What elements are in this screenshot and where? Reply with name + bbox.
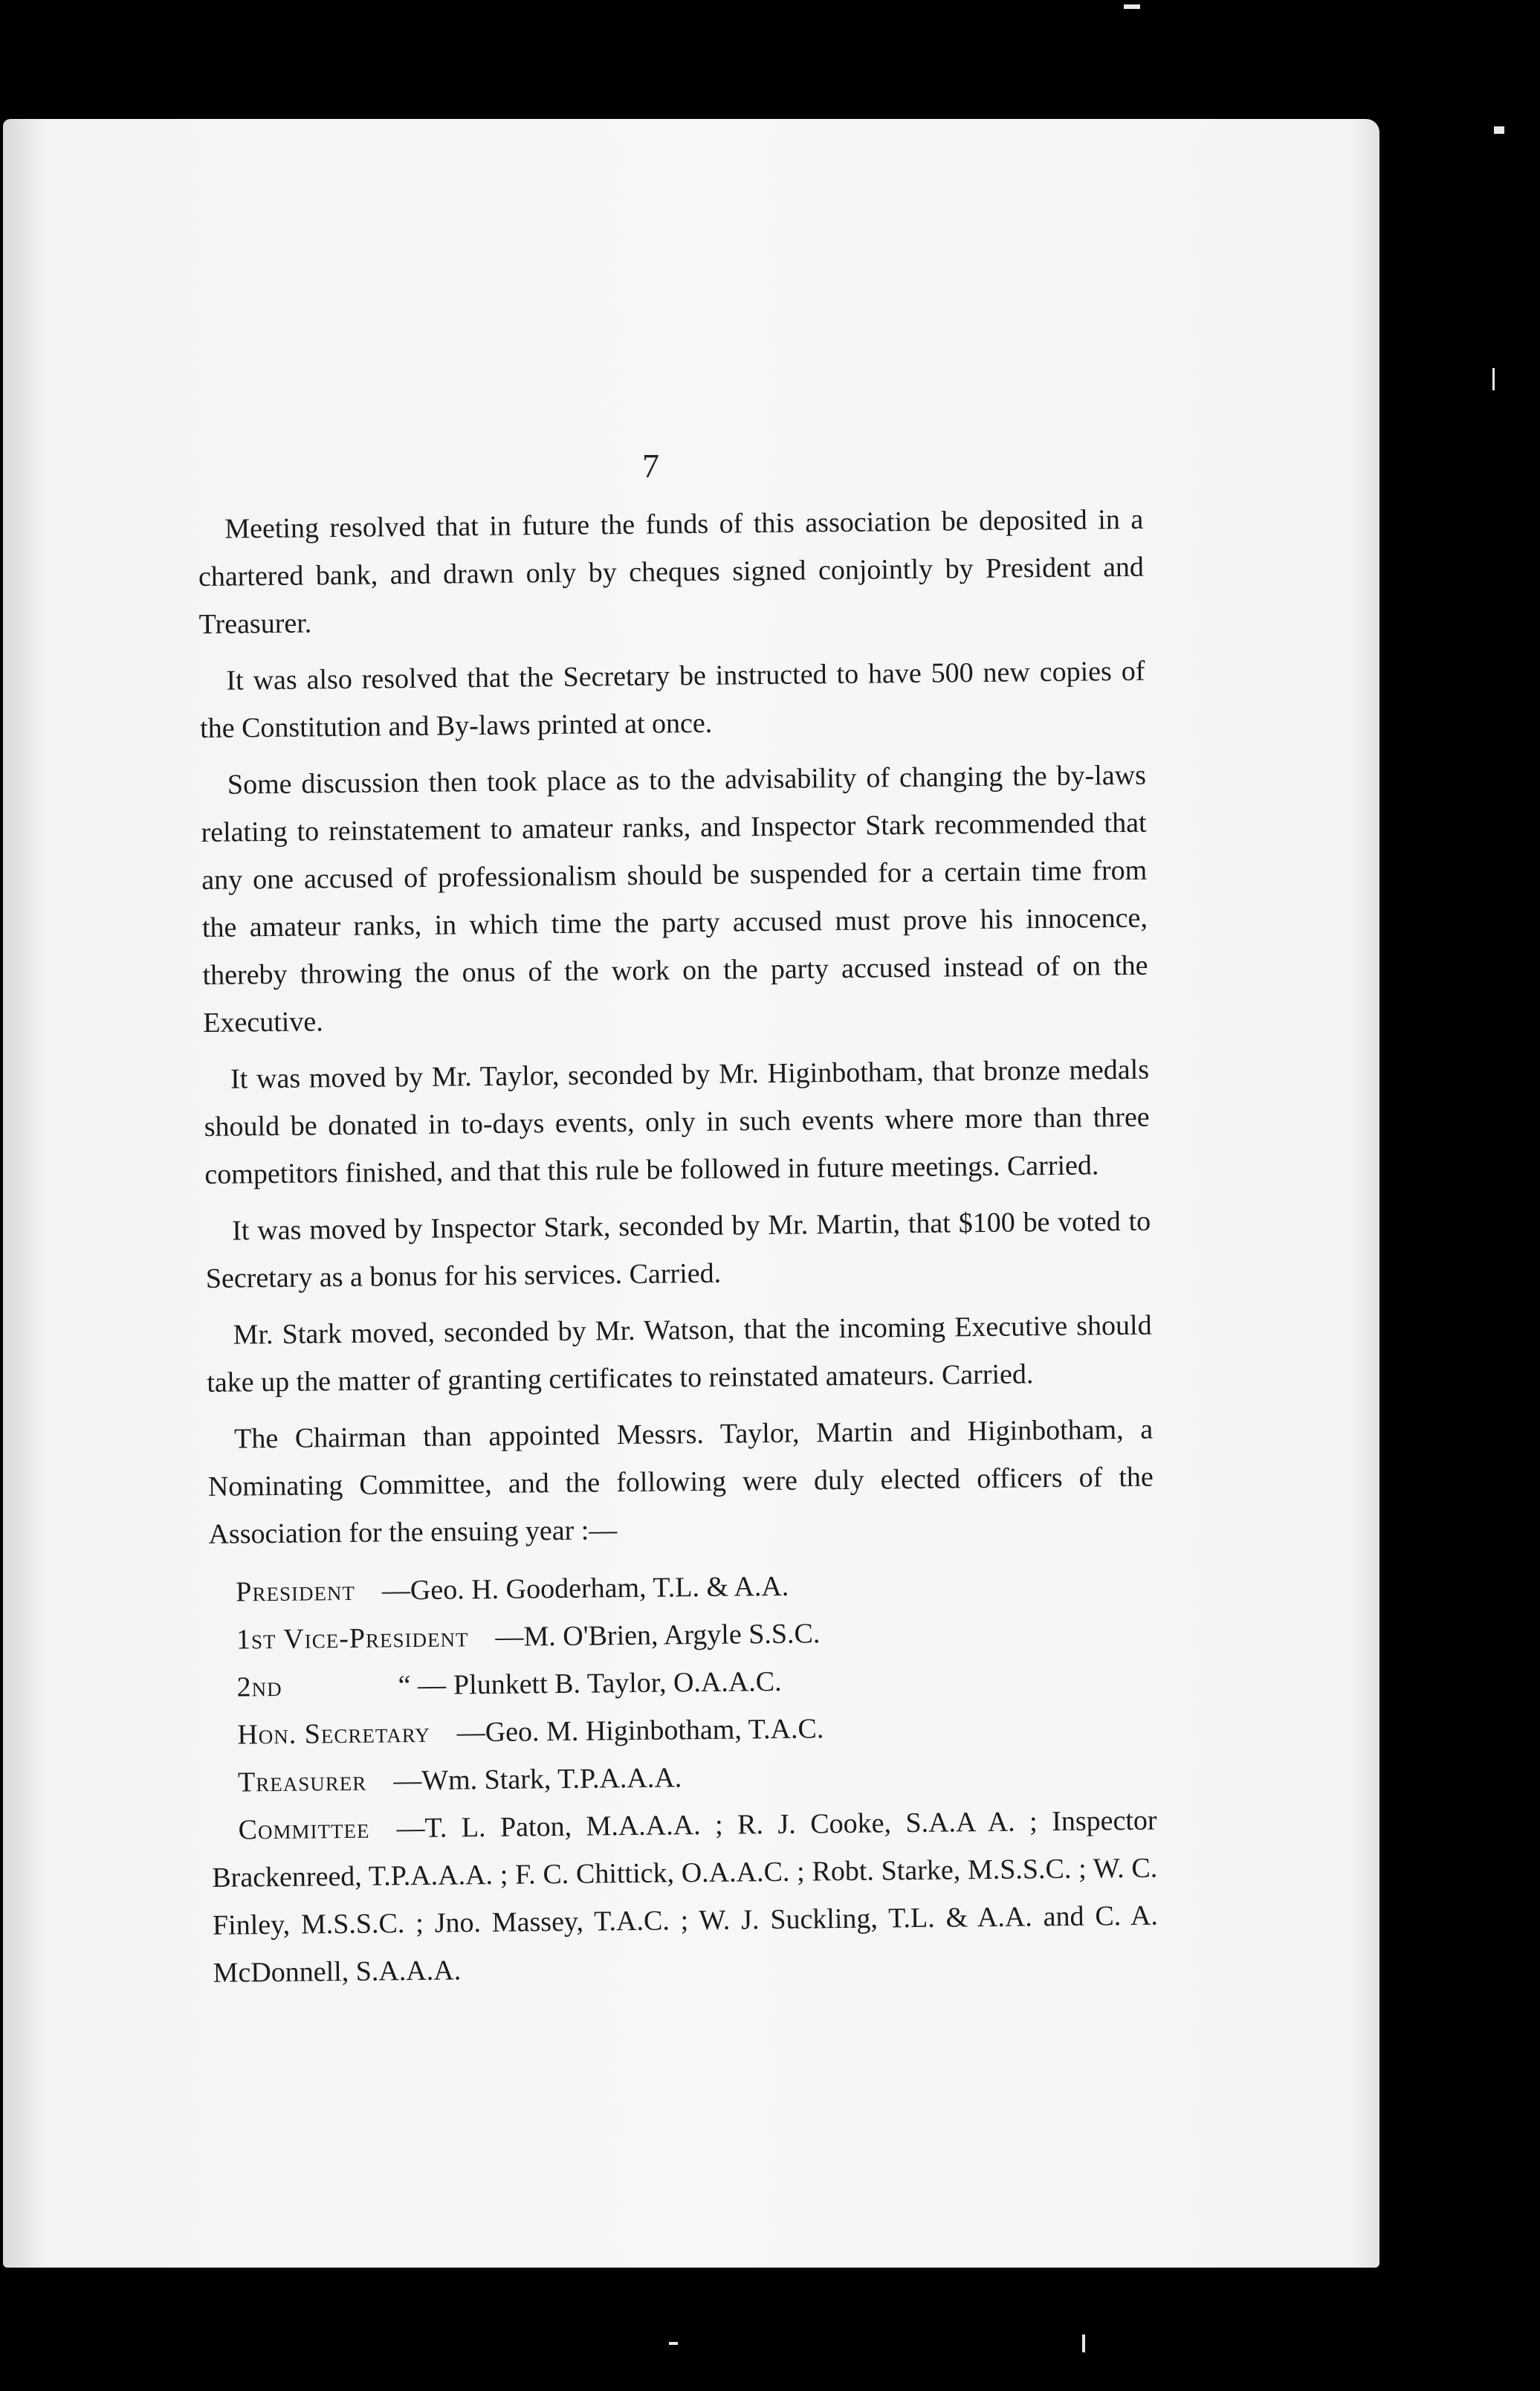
officer-name: Geo. M. Higinbotham, T.A.C. xyxy=(485,1713,824,1749)
paragraph-constitution-copies: It was also resolved that the Secretary be instructed to have 500 new copies of the Constitution and By-laws printed at once. xyxy=(199,655,1145,744)
officer-role: President xyxy=(236,1575,356,1608)
officer-separator: — xyxy=(495,1621,524,1653)
officer-role: 2nd xyxy=(236,1671,282,1703)
officer-separator: — xyxy=(396,1812,425,1845)
paragraph-funds-resolution: Meeting resolved that in future the funds of this association be deposited in a chartered bank, and drawn only by cheques signed conjointly by President and Treasurer. xyxy=(198,503,1145,640)
paragraph-nominating-committee: The Chairman than appointed Messrs. Taylor, Martin and Higinbotham, a Nominating Committee, and the following were duly elected officers of the Association for the ensuing year :— xyxy=(207,1413,1154,1550)
scanned-page xyxy=(3,119,1379,2268)
officers-list xyxy=(209,1559,1159,1997)
paragraph-secretary-bonus: It was moved by Inspector Stark, seconded by Mr. Martin, that $100 be voted to Secretary as a bonus for his services. Carried. xyxy=(205,1205,1151,1294)
officer-name: Plunkett B. Taylor, O.A.A.C. xyxy=(453,1665,782,1701)
officer-name: Geo. H. Gooderham, T.L. & A.A. xyxy=(410,1570,789,1607)
officer-role: Treasurer xyxy=(237,1765,367,1798)
officer-separator: “ — xyxy=(398,1669,447,1702)
page-number: 7 xyxy=(642,447,659,485)
scan-speck xyxy=(669,2342,678,2345)
scan-speck xyxy=(1492,368,1495,390)
officer-separator: — xyxy=(381,1575,411,1607)
officer-separator: — xyxy=(393,1764,422,1797)
paragraph-bronze-medals: It was moved by Mr. Taylor, seconded by Mr. Higinbotham, that bronze medals should be donated in to-days events, only in such events where more than three competitors finished, and that this rule be followed in future meetings. Carried. xyxy=(204,1053,1150,1190)
officer-name: Wm. Stark, T.P.A.A.A. xyxy=(421,1762,682,1796)
page-body xyxy=(198,496,1159,1997)
officer-role: 1st Vice-President xyxy=(236,1622,469,1656)
scan-speck xyxy=(1494,126,1504,134)
scan-speck xyxy=(1082,2334,1085,2352)
paragraph-reinstatement-discussion: Some discussion then took place as to the advisability of changing the by-laws relating to reinstatement to amateur ranks, and Inspector Stark recommended that any one accused of professionalism should be suspended for a certain time from the amateur ranks, in which time the party accused must prove his innocence, thereby throwing the onus of the work on the party accused instead of on the Executive. xyxy=(201,759,1148,1039)
officer-committee xyxy=(211,1797,1159,1997)
officer-name: M. O'Brien, Argyle S.S.C. xyxy=(523,1618,821,1653)
paragraph-certificates: Mr. Stark moved, seconded by Mr. Watson, that the incoming Executive should take up the matter of granting certificates to reinstated amateurs. Carried. xyxy=(207,1309,1152,1398)
scan-speck xyxy=(1124,4,1140,9)
officer-role: Hon. Secretary xyxy=(237,1717,430,1751)
officer-role: Committee xyxy=(238,1813,370,1846)
officer-separator: — xyxy=(456,1717,485,1749)
officer-name: T. L. Paton, M.A.A.A. ; R. J. Cooke, S.A.A A. ; Inspector Brackenreed, T.P.A.A.A. ; F. C. Chittick, O.A.A.C. ; Robt. Starke, M.S.S.C. ; W. C. Finley, M.S.S.C. ; Jno. Massey, T.A.C. ; W. J. Suckling, T.L. & A.A. and C. A. McDonnell, S.A.A.A. xyxy=(212,1804,1159,1989)
